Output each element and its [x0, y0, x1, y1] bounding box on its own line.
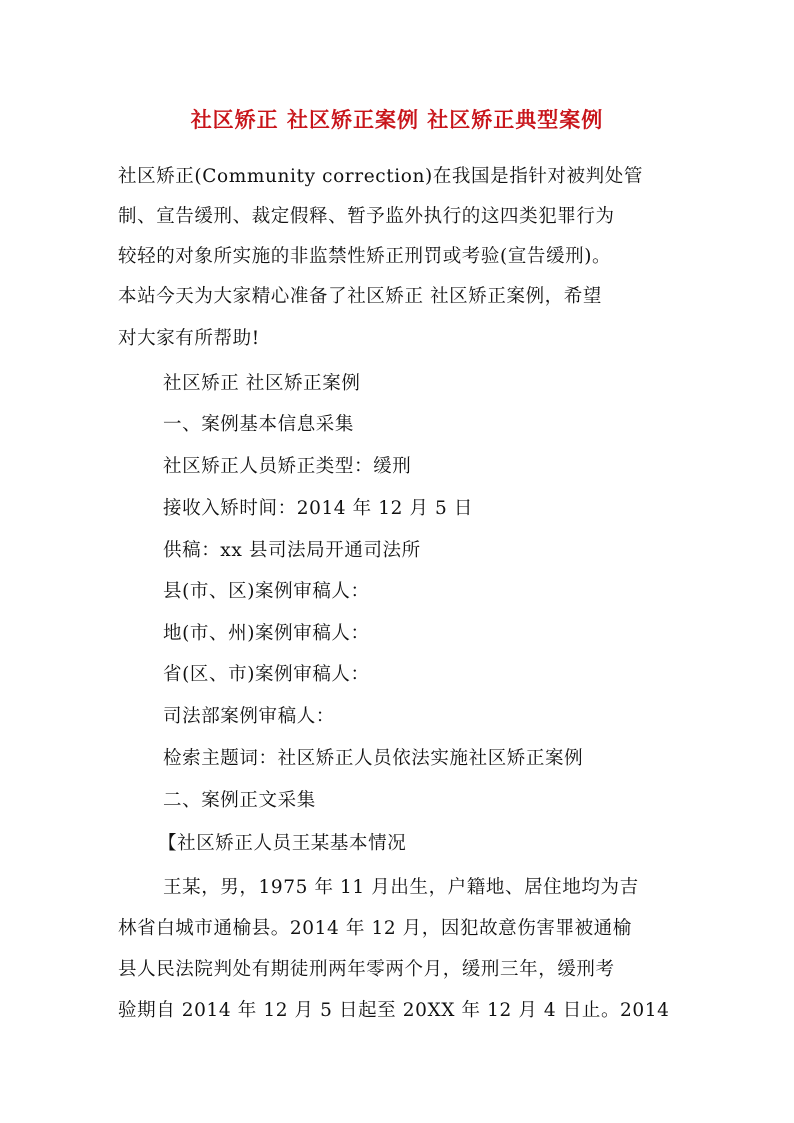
document-title: 社区矫正 社区矫正案例 社区矫正典型案例	[190, 107, 604, 132]
case-heading: 【社区矫正人员王某基本情况	[158, 833, 407, 854]
body-line: 王某，男，1975 年 11 月出生，户籍地、居住地均为吉	[163, 877, 639, 898]
info-item: 接收入矫时间：2014 年 12 月 5 日	[163, 498, 473, 519]
info-item: 检索主题词：社区矫正人员依法实施社区矫正案例	[163, 748, 584, 769]
body-line: 县人民法院判处有期徒刑两年零两个月，缓刑三年，缓刑考	[118, 959, 615, 980]
intro-line: 社区矫正(Community correction)在我国是指针对被判处管	[118, 166, 643, 187]
intro-line: 对大家有所帮助!	[118, 328, 260, 349]
info-item: 省(区、市)案例审稿人：	[163, 664, 370, 685]
body-line: 林省白城市通榆县。2014 年 12 月，因犯故意伤害罪被通榆	[118, 918, 632, 939]
intro-line: 本站今天为大家精心准备了社区矫正 社区矫正案例，希望	[118, 286, 602, 307]
info-item: 司法部案例审稿人：	[163, 706, 335, 727]
info-item: 供稿：xx 县司法局开通司法所	[163, 540, 421, 561]
intro-line: 制、宣告缓刑、裁定假释、暂予监外执行的这四类犯罪行为	[118, 206, 615, 227]
subheading: 社区矫正 社区矫正案例	[163, 373, 361, 394]
section-heading-2: 二、案例正文采集	[163, 790, 316, 811]
body-line: 验期自 2014 年 12 月 5 日起至 20XX 年 12 月 4 日止。2014	[118, 1000, 670, 1021]
section-heading-1: 一、案例基本信息采集	[163, 414, 355, 435]
info-item: 社区矫正人员矫正类型：缓刑	[163, 456, 412, 477]
info-item: 地(市、州)案例审稿人：	[163, 623, 370, 644]
info-item: 县(市、区)案例审稿人：	[163, 581, 370, 602]
intro-line: 较轻的对象所实施的非监禁性矫正刑罚或考验(宣告缓刑)。	[118, 246, 612, 267]
